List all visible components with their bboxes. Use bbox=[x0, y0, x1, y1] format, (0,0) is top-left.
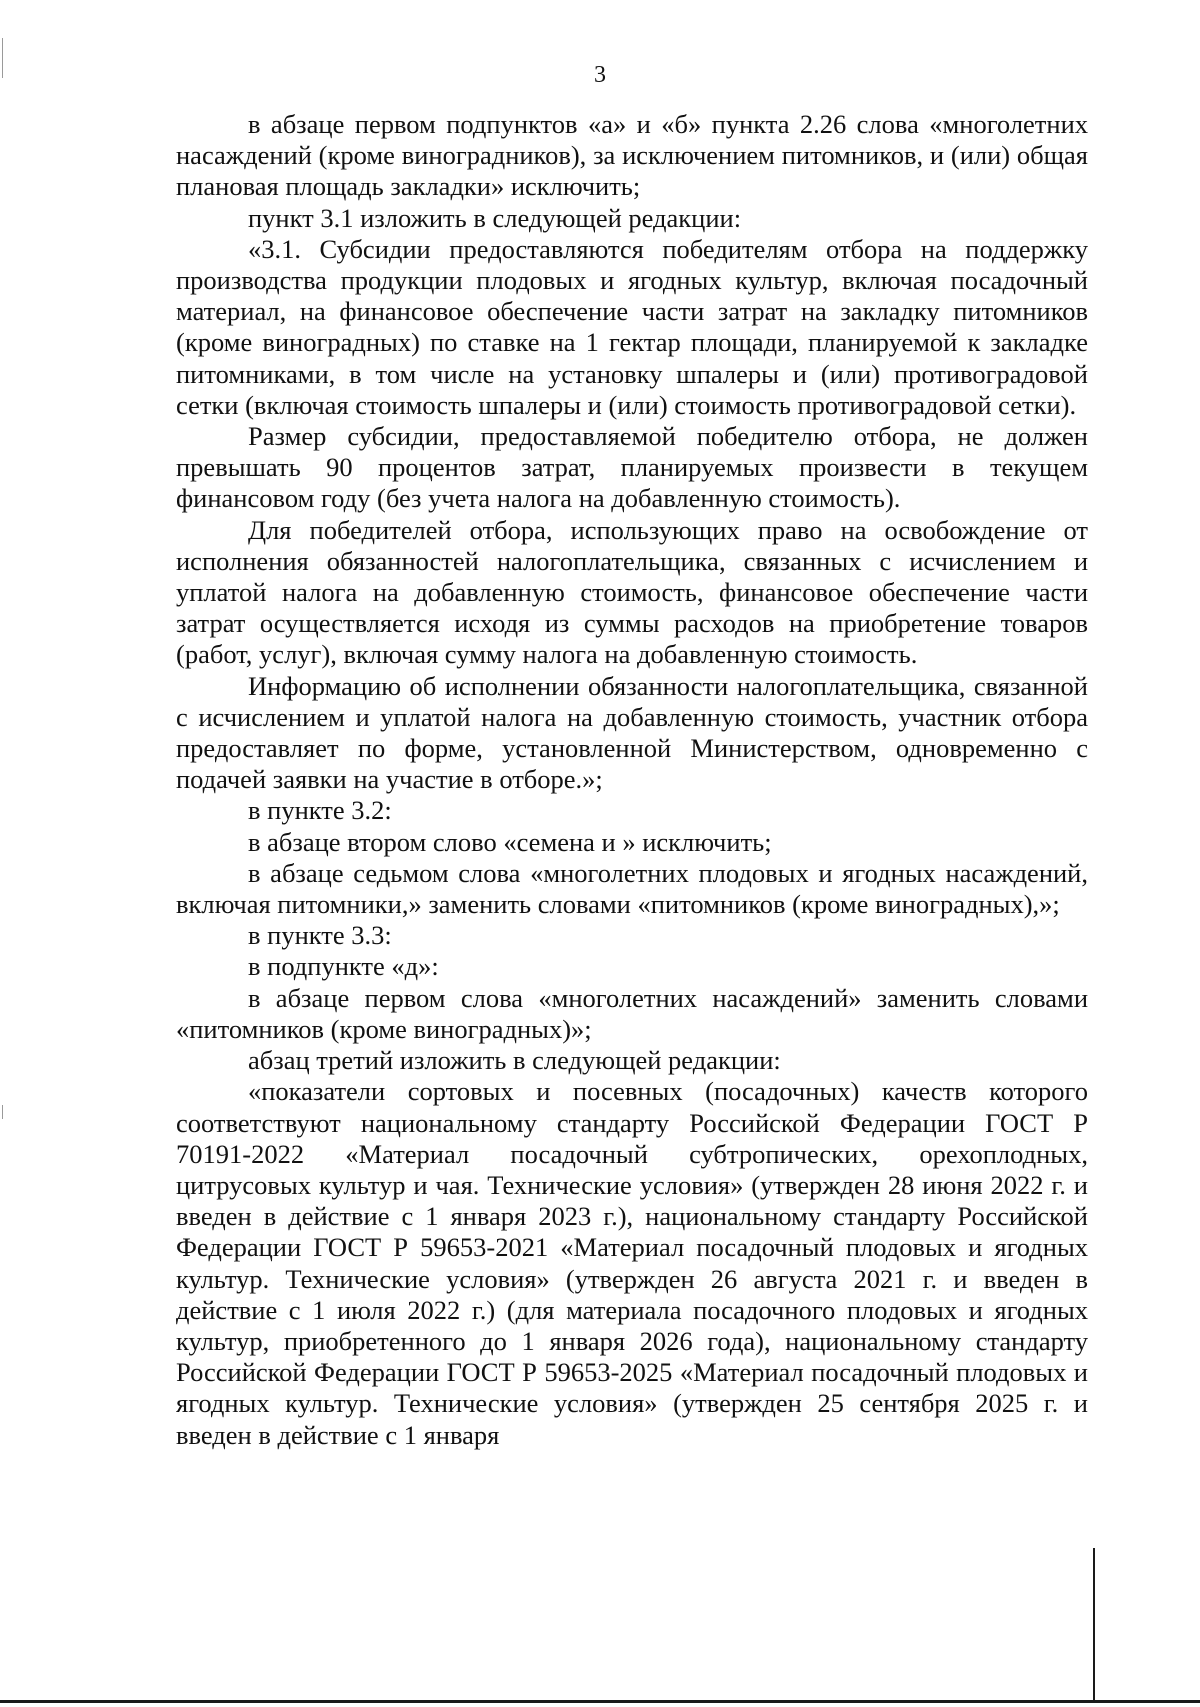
paragraph: абзац третий изложить в следующей редакции: bbox=[248, 1045, 781, 1076]
paragraph: «3.1. Субсидии предоставляются победителям отбора на поддержку производства продукции плодовых и ягодных культур, включая посадочный материал, на финансовое обеспечение части затрат на закладку питомников (кроме виноградных) по ставке на 1 гектар площади, планируемой к закладке питомниками, в том числе на установку шпалеры и (или) противоградовой сетки (включая стоимость шпалеры и (или) стоимость противоградовой сетки). bbox=[176, 233, 1088, 420]
page-number: 3 bbox=[594, 62, 606, 88]
scan-edge-bottom-line bbox=[0, 1700, 1200, 1703]
document-body bbox=[176, 109, 1088, 1451]
paragraph: пункт 3.1 изложить в следующей редакции: bbox=[248, 202, 742, 233]
scan-edge-vertical-line bbox=[1093, 1548, 1095, 1700]
paragraph: «показатели сортовых и посевных (посадочных) качеств которого соответствуют национальному стандарту Российской Федерации ГОСТ Р 70191-2022 «Материал посадочный субтропических, орехоплодных, цитрусовых культур и чая. Технические условия» (утвержден 28 июня 2022 г. и введен в действие с 1 января 2023 г.), национальному стандарту Российской Федерации ГОСТ Р 59653-2021 «Материал посадочный плодовых и ягодных культур. Технические условия» (утвержден 26 августа 2021 г. и введен в действие с 1 июля 2022 г.) (для материала посадочного плодовых и ягодных культур, приобретенного до 1 января 2026 года), национальному стандарту Российской Федерации ГОСТ Р 59653-2025 «Материал посадочный плодовых и ягодных культур. Технические условия» (утвержден 25 сентября 2025 г. и введен в действие с 1 января bbox=[176, 1076, 1088, 1450]
paragraph: в абзаце первом слова «многолетних насаждений» заменить словами «питомников (кроме виноградных)»; bbox=[176, 982, 1088, 1044]
paragraph: в абзаце первом подпунктов «а» и «б» пункта 2.26 слова «многолетних насаждений (кроме виноградников), за исключением питомников, и (или) общая плановая площадь закладки» исключить; bbox=[176, 109, 1088, 202]
paragraph: в абзаце седьмом слова «многолетних плодовых и ягодных насаждений, включая питомники,» заменить словами «питомников (кроме виноградных),»; bbox=[176, 857, 1088, 920]
paragraph: в подпункте «д»: bbox=[248, 951, 439, 982]
paragraph: Информацию об исполнении обязанности налогоплательщика, связанной с исчислением и уплатой налога на добавленную стоимость, участник отбора предоставляет по форме, установленной Министерством, одновременно с подачей заявки на участие в отборе.»; bbox=[176, 670, 1088, 795]
scan-margin-mark-middle bbox=[2, 1105, 3, 1119]
paragraph: в абзаце втором слово «семена и » исключить; bbox=[248, 826, 772, 857]
paragraph: Размер субсидии, предоставляемой победителю отбора, не должен превышать 90 процентов затрат, планируемых произвести в текущем финансовом году (без учета налога на добавленную стоимость). bbox=[176, 421, 1088, 514]
paragraph: Для победителей отбора, использующих право на освобождение от исполнения обязанностей налогоплательщика, связанных с исчислением и уплатой налога на добавленную стоимость, финансовое обеспечение части затрат осуществляется исходя из суммы расходов на приобретение товаров (работ, услуг), включая сумму налога на добавленную стоимость. bbox=[176, 514, 1088, 670]
paragraph: в пункте 3.3: bbox=[248, 920, 392, 951]
paragraph: в пункте 3.2: bbox=[248, 795, 392, 826]
